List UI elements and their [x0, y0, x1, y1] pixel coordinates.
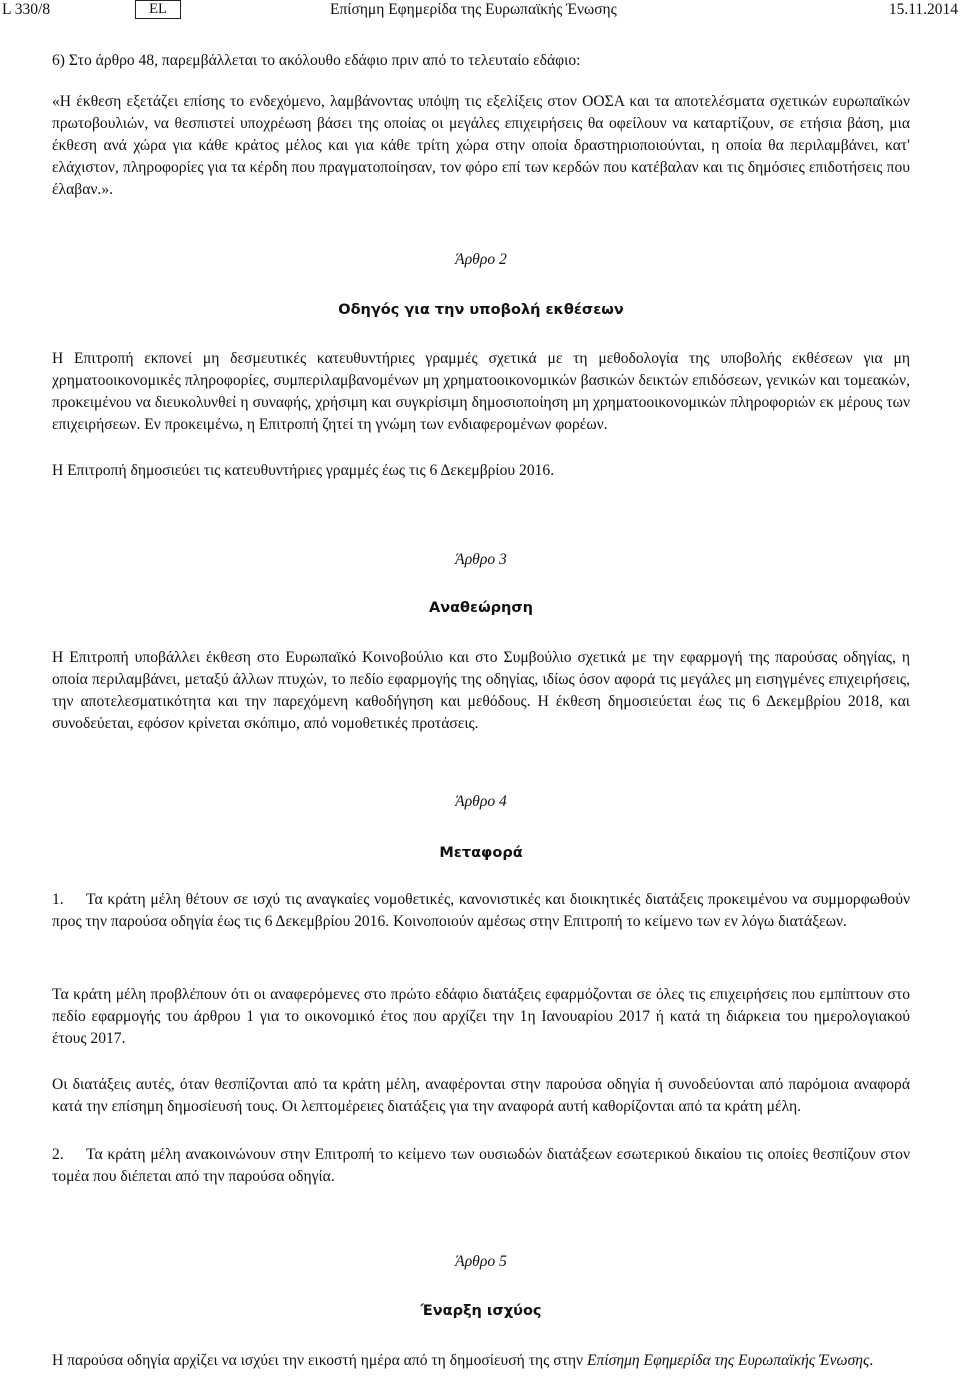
- article-4-number: Άρθρο 4: [455, 793, 507, 810]
- article-4-paragraph-2: [52, 1144, 910, 1188]
- paragraph-number: 1.: [52, 891, 64, 908]
- article-3-paragraph-1: Η Επιτροπή υποβάλλει έκθεση στο Ευρωπαϊκό Κοινοβούλιο και στο Συμβούλιο σχετικά με την εφαρμογή της παρούσας οδηγίας, η οποία περιλαμβάνει, μεταξύ άλλων πτυχών, το πεδίο εφαρμογής της οδηγίας, ιδίως όσον αφορά τις μεγάλες μη εισηγμένες επιχειρήσεις, την αποτελεσματικότητα και την παρεχόμενη καθοδήγηση και μεθόδους. Η έκθεση δημοσιεύεται έως τις 6 Δεκεμβρίου 2018, και συνοδεύεται, εφόσον κρίνεται σκόπιμο, από νομοθετικές προτάσεις.: [52, 649, 910, 732]
- article-3-number: Άρθρο 3: [455, 551, 507, 568]
- article-4-title: Μεταφορά: [439, 845, 523, 861]
- article-2-paragraph-1: Η Επιτροπή εκπονεί μη δεσμευτικές κατευθυντήριες γραμμές σχετικά με τη μεθοδολογία της υποβολής εκθέσεων για μη χρηματοοικονομικές πληροφορίες, συμπεριλαμβανομένων μη χρηματοοικονομικών βασικών δεικτών επιδόσεων, γενικών και τομεακών, προκειμένου να διευκολυνθεί η συναφής, χρήσιμη και συγκρίσιμη δημοσιοποίηση μη χρηματοοικονομικών πληροφοριών εκ μέρους των επιχειρήσεων. Εν προκειμένω, η Επιτροπή ζητεί τη γνώμη των ενδιαφερομένων φορέων.: [52, 350, 910, 433]
- article-5-title: Έναρξη ισχύος: [420, 1303, 542, 1319]
- article-2-paragraph-2: Η Επιτροπή δημοσιεύει τις κατευθυντήριες γραμμές έως τις 6 Δεκεμβρίου 2016.: [52, 462, 555, 479]
- article-2-title: Οδηγός για την υποβολή εκθέσεων: [338, 302, 624, 318]
- article-4-paragraph-1b: Τα κράτη μέλη προβλέπουν ότι οι αναφερόμενες στο πρώτο εδάφιο διατάξεις εφαρμόζονται σε όλες τις επιχειρήσεις που εμπίπτουν στο πεδίο εφαρμογής του άρθρου 1 για το οικονομικό έτος που αρχίζει την 1η Ιανουαρίου 2017 ή κατά τη διάρκεια του ημερολογιακού έτους 2017.: [52, 986, 910, 1047]
- paragraph-text: Τα κράτη μέλη θέτουν σε ισχύ τις αναγκαίες νομοθετικές, κανονιστικές και διοικητικές διατάξεις προκειμένου να συμμορφωθούν προς την παρούσα οδηγία έως τις 6 Δεκεμβρίου 2016. Κοινοποιούν αμέσως στην Επιτροπή το κείμενο των εν λόγω διατάξεων.: [52, 891, 910, 930]
- article-2-number: Άρθρο 2: [455, 251, 507, 268]
- page-header: [0, 0, 960, 22]
- item-6-quote: «Η έκθεση εξετάζει επίσης το ενδεχόμενο, λαμβάνοντας υπόψη τις εξελίξεις στον ΟΟΣΑ και τα αποτελέσματα σχετικών ευρωπαϊκών πρωτοβουλιών, να θεσπιστεί υποχρέωση βάσει της οποίας οι μεγάλες επιχειρήσεις θα οφείλουν να καταρτίζουν, σε ετήσια βάση, μια έκθεση ανά χώρα για κάθε κράτος μέλος και για κάθε τρίτη χώρα στην οποία δραστηριοποιούνται, η οποία θα περιλαμβάνει, κατ' ελάχιστον, πληροφορίες για τα κέρδη που πραγματοποίησαν, τον φόρο επί των κερδών που κατέβαλαν και τις δημόσιες επιδοτήσεις που έλαβαν.».: [52, 93, 910, 198]
- article-3-title: Αναθεώρηση: [428, 600, 533, 616]
- publication-date: 15.11.2014: [888, 1, 958, 18]
- journal-name-italic: Επίσημη Εφημερίδα της Ευρωπαϊκής Ένωσης: [586, 1352, 870, 1369]
- article-4-paragraph-1c: Οι διατάξεις αυτές, όταν θεσπίζονται από τα κράτη μέλη, αναφέρονται στην παρούσα οδηγία ή συνοδεύονται από παρόμοια αναφορά κατά την επίσημη δημοσίευσή τους. Οι λεπτομέρειες διατάξεις για την αναφορά αυτή καθορίζονται από τα κράτη μέλη.: [52, 1076, 910, 1115]
- page-reference: L 330/8: [2, 1, 51, 18]
- article-5-paragraph-1: [52, 1350, 910, 1372]
- item-6-intro: 6) Στο άρθρο 48, παρεμβάλλεται το ακόλουθο εδάφιο πριν από το τελευταίο εδάφιο:: [52, 52, 581, 69]
- paragraph-end: .: [869, 1352, 874, 1369]
- language-badge: EL: [135, 0, 181, 19]
- article-5-number: Άρθρο 5: [455, 1253, 507, 1270]
- paragraph-text: Η παρούσα οδηγία αρχίζει να ισχύει την εικοστή ημέρα από τη δημοσίευσή της στην: [52, 1352, 587, 1369]
- journal-title: Επίσημη Εφημερίδα της Ευρωπαϊκής Ένωσης: [330, 1, 617, 18]
- paragraph-number: 2.: [52, 1146, 64, 1163]
- article-4-paragraph-1: [52, 889, 910, 933]
- paragraph-text: Τα κράτη μέλη ανακοινώνουν στην Επιτροπή το κείμενο των ουσιωδών διατάξεων εσωτερικού δικαίου τις οποίες θεσπίζουν στον τομέα που διέπεται από την παρούσα οδηγία.: [52, 1146, 910, 1185]
